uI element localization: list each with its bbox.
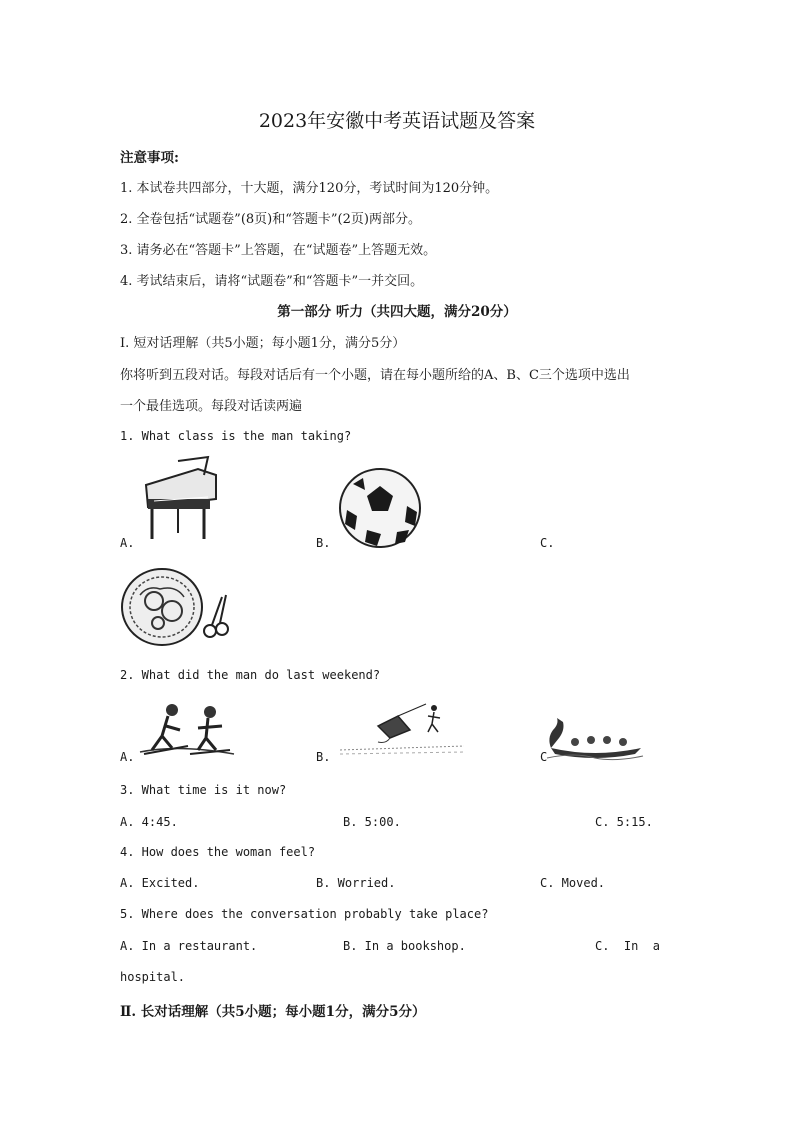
dragon-boat-icon [545, 712, 645, 762]
question-5-option-c-wrap: hospital. [120, 970, 186, 984]
question-4-option-b: B. Worried. [316, 876, 396, 890]
question-3-option-c: C. 5:15. [595, 815, 653, 829]
question-2-option-b: B. [316, 750, 331, 764]
kite-flying-icon [338, 700, 466, 758]
question-5-option-b: B. In a bookshop. [343, 939, 466, 953]
question-4-stem: 4. How does the woman feel? [120, 845, 316, 859]
question-1-option-a: A. [120, 536, 135, 550]
question-2-option-a: A. [120, 750, 135, 764]
section1-heading: Ⅰ. 短对话理解（共5小题；每小题1分，满分5分） [120, 336, 406, 351]
question-1-stem: 1. What class is the man taking? [120, 429, 352, 443]
note-item: 3. 请务必在“答题卡”上答题，在“试题卷”上答题无效。 [120, 243, 437, 258]
note-item: 4. 考试结束后，请将“试题卷”和“答题卡”一并交回。 [120, 274, 424, 289]
question-5-option-a: A. In a restaurant. [120, 939, 258, 953]
note-item: 1. 本试卷共四部分，十大题，满分120分，考试时间为120分钟。 [120, 181, 499, 196]
question-3-option-a: A. 4:45. [120, 815, 178, 829]
part1-heading: 第一部分 听力（共四大题，满分20分） [277, 304, 517, 320]
soccer-ball-icon [337, 466, 423, 550]
question-3-option-b: B. 5:00. [343, 815, 401, 829]
page-title: 2023年安徽中考英语试题及答案 [258, 110, 536, 132]
question-1-option-c: C. [540, 536, 555, 550]
question-4-option-c: C. Moved. [540, 876, 606, 890]
note-item: 2. 全卷包括“试题卷”(8页)和“答题卡”(2页)两部分。 [120, 212, 421, 227]
question-5-option-c: C. In a [595, 939, 661, 953]
section1-instruction: 一个最佳选项。每段对话读两遍 [120, 399, 303, 414]
question-1-option-b: B. [316, 536, 331, 550]
piano-icon [138, 455, 220, 543]
question-3-stem: 3. What time is it now? [120, 783, 287, 797]
section1-instruction: 你将听到五段对话。每段对话后有一个小题，请在每小题所给的A、B、C三个选项中选出 [120, 368, 630, 383]
skiing-icon [138, 700, 236, 760]
question-2-option-c: C [540, 750, 548, 764]
question-4-option-a: A. Excited. [120, 876, 200, 890]
notes-heading: 注意事项: [120, 150, 179, 166]
paper-cutting-icon [118, 565, 233, 653]
question-5-stem: 5. Where does the conversation probably take place? [120, 907, 489, 921]
question-2-stem: 2. What did the man do last weekend? [120, 668, 381, 682]
section2-heading: Ⅱ. 长对话理解（共5小题；每小题1分，满分5分） [120, 1004, 426, 1020]
